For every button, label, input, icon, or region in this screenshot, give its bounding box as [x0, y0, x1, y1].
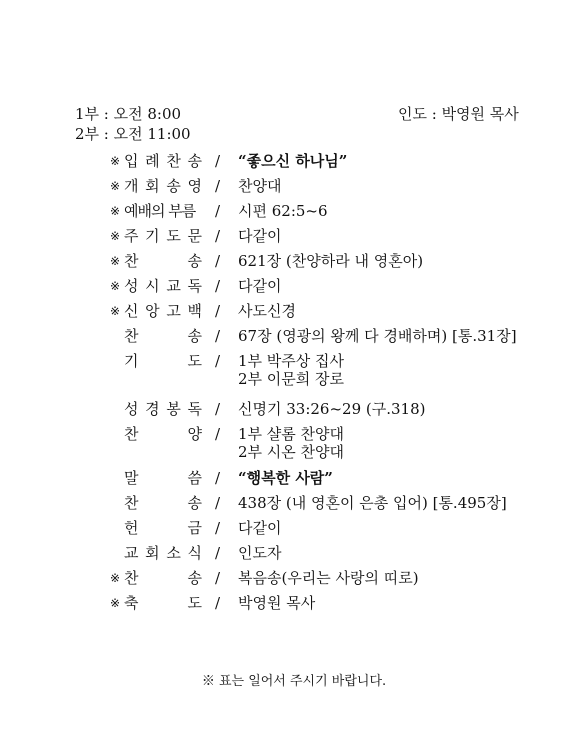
separator-slash: /	[215, 544, 221, 562]
separator-slash: /	[215, 227, 221, 245]
order-value: 박영원 목사	[238, 594, 316, 612]
order-label: 개 회 송 영	[124, 177, 202, 195]
order-row	[0, 277, 560, 299]
standing-mark: ※	[110, 304, 121, 318]
separator-slash: /	[215, 277, 221, 295]
standing-mark: ※	[110, 571, 121, 585]
order-value: 438장 (내 영혼이 은총 입어) [통.495장]	[238, 494, 507, 512]
standing-mark: ※	[110, 154, 121, 168]
order-row	[0, 302, 560, 324]
order-value: “좋으신 하나님”	[238, 152, 348, 170]
order-value: 복음송(우리는 사랑의 띠로)	[238, 569, 419, 587]
order-value: 1부 박주상 집사	[238, 352, 345, 370]
order-row	[0, 425, 560, 461]
order-label: 헌 금	[124, 519, 202, 537]
standing-mark: ※	[110, 254, 121, 268]
order-row	[0, 352, 560, 388]
order-value-second-line: 2부 시온 찬양대	[238, 443, 345, 461]
order-label: 말 씀	[124, 469, 202, 487]
order-label: 교 회 소 식	[124, 544, 202, 562]
order-label: 입 례 찬 송	[124, 152, 202, 170]
separator-slash: /	[215, 327, 221, 345]
separator-slash: /	[215, 494, 221, 512]
separator-slash: /	[215, 519, 221, 537]
service-time-1: 1부 : 오전 8:00	[75, 105, 182, 123]
standing-mark: ※	[110, 279, 121, 293]
order-value-second-line: 2부 이문희 장로	[238, 370, 345, 388]
order-label: 예배의 부름	[124, 202, 196, 220]
order-label: 찬 송	[124, 494, 202, 512]
order-label: 신 앙 고 백	[124, 302, 202, 320]
order-label: 찬 송	[124, 252, 202, 270]
order-label: 기 도	[124, 352, 202, 370]
order-value: 다같이	[238, 277, 282, 295]
order-row	[0, 252, 560, 274]
order-value: 시편 62:5~6	[238, 202, 328, 220]
separator-slash: /	[215, 177, 221, 195]
order-label: 성 경 봉 독	[124, 400, 202, 418]
order-value: 인도자	[238, 544, 282, 562]
order-value: 67장 (영광의 왕께 다 경배하며) [통.31장]	[238, 327, 517, 345]
standing-mark: ※	[110, 179, 121, 193]
order-row	[0, 594, 560, 616]
separator-slash: /	[215, 152, 221, 170]
order-label: 찬 송	[124, 569, 202, 587]
order-label: 찬 양	[124, 425, 202, 443]
order-row	[0, 152, 560, 174]
separator-slash: /	[215, 569, 221, 587]
order-row	[0, 327, 560, 349]
order-value: 찬양대	[238, 177, 282, 195]
order-value: 다같이	[238, 227, 282, 245]
standing-mark: ※	[110, 229, 121, 243]
order-value: 사도신경	[238, 302, 296, 320]
order-value: 다같이	[238, 519, 282, 537]
order-label: 주 기 도 문	[124, 227, 202, 245]
service-time-2: 2부 : 오전 11:00	[75, 125, 191, 143]
order-value: 621장 (찬양하라 내 영혼아)	[238, 252, 424, 270]
standing-mark: ※	[110, 204, 121, 218]
order-row	[0, 494, 560, 516]
separator-slash: /	[215, 400, 221, 418]
separator-slash: /	[215, 469, 221, 487]
separator-slash: /	[215, 202, 221, 220]
order-row	[0, 202, 560, 224]
separator-slash: /	[215, 425, 221, 443]
order-label: 축 도	[124, 594, 202, 612]
separator-slash: /	[215, 594, 221, 612]
separator-slash: /	[215, 352, 221, 370]
standing-mark: ※	[110, 596, 121, 610]
order-row	[0, 569, 560, 591]
order-row	[0, 227, 560, 249]
order-value: 신명기 33:26~29 (구.318)	[238, 400, 426, 418]
standing-note: ※ 표는 일어서 주시기 바랍니다.	[201, 674, 387, 689]
order-row	[0, 544, 560, 566]
order-row	[0, 400, 560, 422]
order-label: 성 시 교 독	[124, 277, 202, 295]
order-row	[0, 519, 560, 541]
service-leader: 인도 : 박영원 목사	[398, 105, 519, 123]
order-value: “행복한 사람”	[238, 469, 333, 487]
order-row	[0, 469, 560, 491]
separator-slash: /	[215, 302, 221, 320]
order-row	[0, 177, 560, 199]
order-label: 찬 송	[124, 327, 202, 345]
separator-slash: /	[215, 252, 221, 270]
order-value: 1부 샬롬 찬양대	[238, 425, 345, 443]
